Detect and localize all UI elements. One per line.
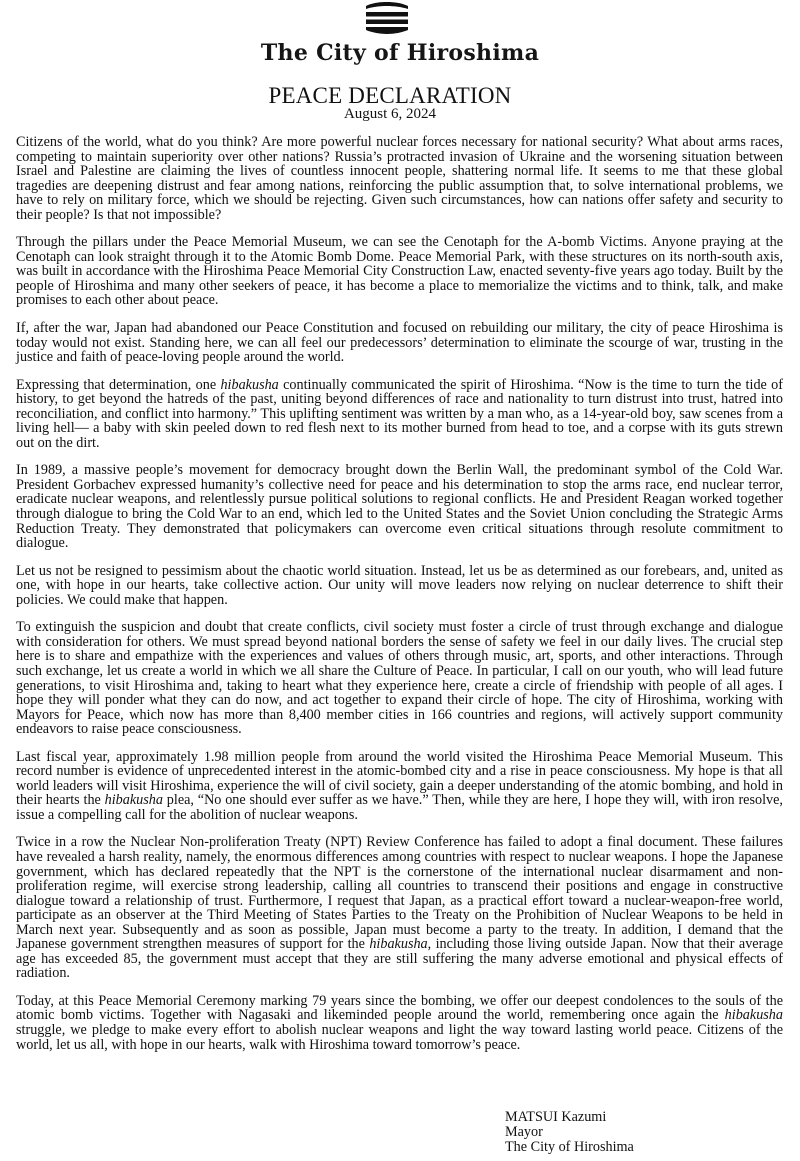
paragraph-text: Today, at this Peace Memorial Ceremony marking 79 years since the bombing, we offer our deepest condolences to the souls of the atomic bomb victims. Together with Nagasaki and likeminded people around the world, remembering once again the [16, 992, 783, 1024]
paragraph-text: To extinguish the suspicion and doubt that create conflicts, civil society must foster a circle of trust through exchange and dialogue with consideration for others. We must spread beyond national borders the sense of safety we feel in our daily lives. The crucial step here is to share and empathize with the experiences and values of others through music, art, sports, and other interactions. Through such exchange, let us create a world in which we all share the Culture of Peace. In particular, I call on our youth, who will lead future generations, to visit Hiroshima and, taking to heart what they experience here, create a circle of friendship with people of all ages. I hope they will ponder what they can do now, and act together to expand their circle of hope. The city of Hiroshima, working with Mayors for Peace, which now has more than 8,400 member cities in 166 countries and regions, will actively support community endeavors to raise peace consciousness. [16, 619, 783, 738]
signature-block [505, 1110, 634, 1156]
paragraph-text: , including those living outside Japan. Now that their average age has exceeded 85, the government must accept that they are still suffering the many adverse emotional and physical effects of radiation. [16, 936, 784, 982]
paragraph [16, 564, 783, 608]
paragraph-text: Expressing that determination, one [16, 376, 221, 393]
page-title: PEACE DECLARATION [268, 83, 512, 108]
city-emblem-icon [364, 1, 410, 35]
paragraph-text: continually communicated the spirit of Hiroshima. “Now is the time to turn the tide of history, to get beyond the hatreds of the past, uniting beyond differences of race and nationality to turn distrust into trust, hatred into reconciliation, and conflict into harmony.” This uplifting sentiment was written by a man who, as a 14-year-old boy, saw scenes from a living hell— a baby with skin peeled down to red flesh next to its mother burned from head to toe, and a corpse with its guts strewn out on the dirt. [16, 376, 783, 451]
italic-term: hibakusha [724, 1007, 783, 1024]
paragraph-text: Through the pillars under the Peace Memorial Museum, we can see the Cenotaph for the A-bomb Victims. Anyone praying at the Cenotaph can look straight through it to the Atomic Bomb Dome. Peace Memorial Park, with these structures on its north-south axis, was built in accordance with the Hiroshima Peace Memorial City Construction Law, enacted seventy-five years ago today. Built by the people of Hiroshima and many other seekers of peace, it has become a place to memorialize the victims and to think, talk, and make promises to each other about peace. [16, 234, 783, 309]
italic-term: hibakusha [369, 936, 428, 953]
paragraph [16, 463, 783, 550]
paragraph [16, 750, 783, 823]
paragraph [16, 135, 783, 222]
paragraph [16, 620, 783, 736]
paragraph [16, 994, 783, 1052]
paragraph [16, 235, 783, 308]
italic-term: hibakusha [104, 792, 163, 809]
paragraph-text: Citizens of the world, what do you think? Are more powerful nuclear forces necessary for national security? What about arms races, competing to maintain superiority over other nations? Russia’s protracted invasion of Ukraine and the worsening situation between Israel and Palestine are claiming the lives of countless innocent people, shattering normal life. It seems to me that these global tragedies are deepening distrust and fear among nations, reinforcing the public assumption that, to solve international problems, we have to rely on military force, which we should be rejecting. Given such circumstances, how can nations offer safety and security to their people? Is that not impossible? [16, 134, 783, 223]
paragraph-text: Twice in a row the Nuclear Non-proliferation Treaty (NPT) Review Conference has failed to adopt a final document. These failures have revealed a harsh reality, namely, the enormous differences among countries with respect to nuclear weapons. I hope the Japanese government, which has declared repeatedly that the NPT is the cornerstone of the international nuclear disarmament and non-proliferation regime, will exercise strong leadership, calling all countries to transcend their positions and engage in constructive dialogue toward a relationship of trust. Furthermore, I request that Japan, as a practical effort toward a nuclear-weapon-free world, participate as an observer at the Third Meeting of States Parties to the Treaty on the Prohibition of Nuclear Weapons to be held in March next year. Subsequently and as soon as possible, Japan must become a party to the treaty. In addition, I demand that the Japanese government strengthen measures of support for the [16, 834, 783, 953]
city-name-heading: The City of Hiroshima [260, 40, 540, 66]
paragraph [16, 321, 783, 365]
paragraph-text: struggle, we pledge to make every effort to abolish nuclear weapons and light the way toward lasting world peace. Citizens of the world, let us all, with hope in our hearts, walk with Hiroshima toward tomorrow’s peace. [16, 1021, 783, 1053]
declaration-date: August 6, 2024 [343, 106, 437, 122]
paragraph-text: Let us not be resigned to pessimism about the chaotic world situation. Instead, let us be as determined as our forebears, and, united as one, with hope in our hearts, take collective action. Our unity will move leaders now relying on nuclear deterrence to shift their policies. We could make that happen. [16, 562, 783, 608]
paragraph-text: Last fiscal year, approximately 1.98 million people from around the world visited the Hiroshima Peace Memorial Museum. This record number is evidence of unprecedented interest in the atomic-bombed city and a rise in peace consciousness. My hope is that all world leaders will visit Hiroshima, experience the will of civil society, gain a deeper understanding of the atomic bombing, and hold in their hearts the [16, 748, 783, 809]
signatory-position: Mayor [505, 1124, 543, 1141]
declaration-body [16, 135, 783, 1065]
signatory-organization: The City of Hiroshima [505, 1139, 634, 1156]
signatory-name: MATSUI Kazumi [505, 1109, 607, 1125]
paragraph-text: plea, “No one should ever suffer as we have.” Then, while they are here, I hope they will, with iron resolve, issue a compelling call for the abolition of nuclear weapons. [16, 792, 783, 823]
paragraph-text: If, after the war, Japan had abandoned our Peace Constitution and focused on rebuilding our military, the city of peace Hiroshima is today would not exist. Standing here, we can all feel our predecessors’ determination to eliminate the scourge of war, trusting in the justice and faith of peace-loving people around the world. [16, 320, 783, 366]
paragraph-text: In 1989, a massive people’s movement for democracy brought down the Berlin Wall, the predominant symbol of the Cold War. President Gorbachev expressed humanity’s collective need for peace and his determination to stop the arms race, end nuclear terror, eradicate nuclear weapons, and relentlessly pursue political solutions to regional conflicts. He and President Reagan worked together through dialogue to bring the Cold War to an end, which led to the United States and the Soviet Union concluding the Strategic Arms Reduction Treaty. They demonstrated that policymakers can overcome even critical situations through resolute commitment to dialogue. [16, 462, 783, 552]
italic-term: hibakusha [220, 376, 279, 393]
paragraph [16, 378, 783, 451]
paragraph [16, 835, 783, 980]
